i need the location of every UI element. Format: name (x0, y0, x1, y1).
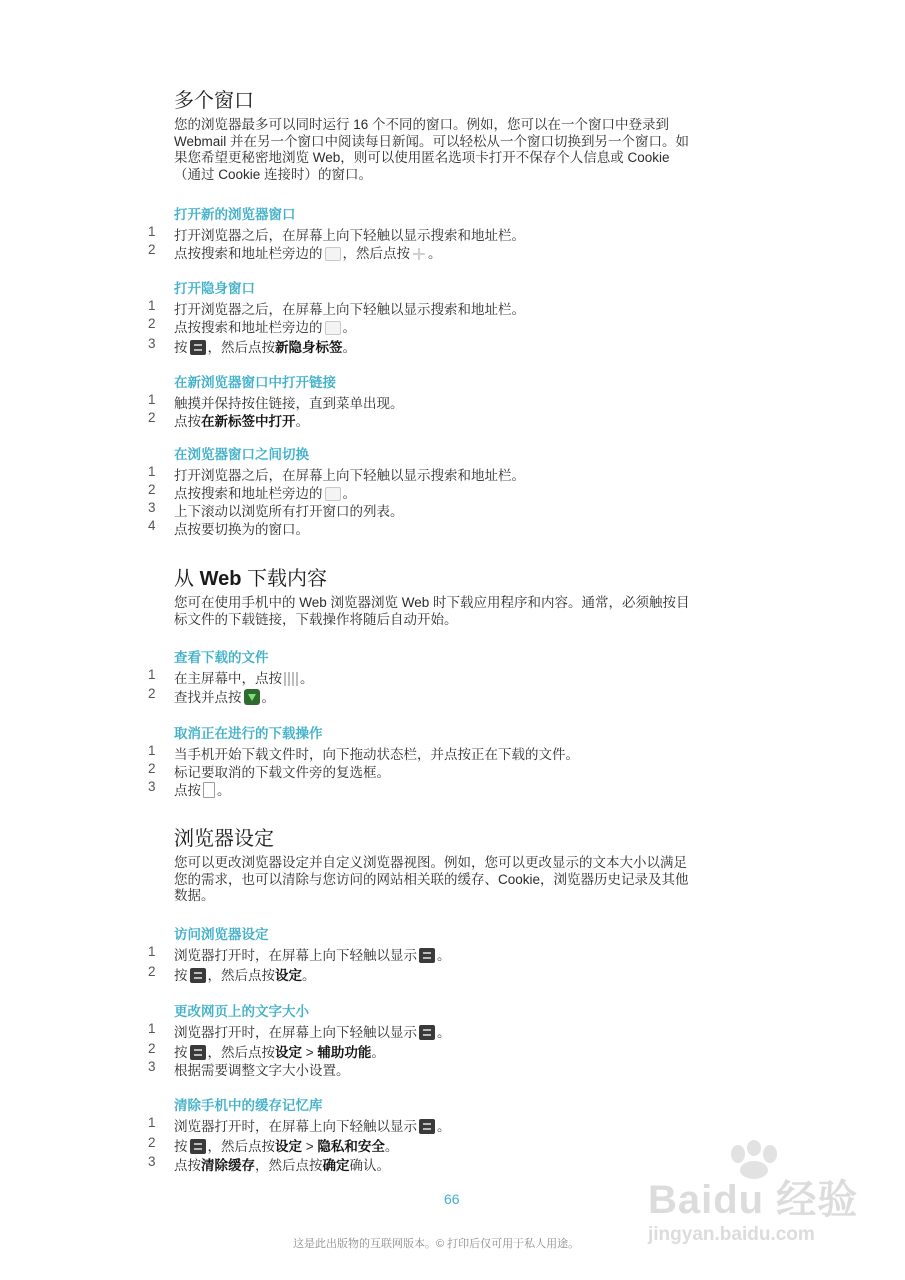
tabs-icon (325, 321, 341, 335)
subtitle-cancel-download: 取消正在进行的下载操作 (174, 726, 323, 741)
menu-icon (419, 948, 435, 963)
step: 4 点按要切换为的窗口。 (148, 518, 309, 537)
menu-icon (190, 968, 206, 983)
step: 3 按 ，然后点按新隐身标签。 (148, 336, 356, 355)
section-intro-browser-settings: 您可以更改浏览器设定并自定义浏览器视图。例如，您可以更改显示的文本大小以满足 您的需求，也可以清除与您访问的网站相关联的缓存、Cookie，浏览器历史记录及其他 数据。 (174, 855, 689, 903)
section-title-browser-settings: 浏览器设定 (174, 828, 274, 850)
step: 2 点按搜索和地址栏旁边的 ，然后点按 。 (148, 242, 442, 261)
step: 1 打开浏览器之后，在屏幕上向下轻触以显示搜索和地址栏。 (148, 298, 525, 317)
footer-note: 这是此出版物的互联网版本。© 打印后仅可用于私人用途。 (293, 1238, 580, 1250)
download-icon (244, 689, 260, 705)
step: 1 打开浏览器之后，在屏幕上向下轻触以显示搜索和地址栏。 (148, 224, 525, 243)
plus-icon (412, 247, 426, 261)
subtitle-view-downloads: 查看下载的文件 (174, 650, 269, 665)
subtitle-switch-windows: 在浏览器窗口之间切换 (174, 447, 309, 462)
subtitle-clear-cache: 清除手机中的缓存记忆库 (174, 1098, 323, 1113)
menu-icon (190, 1045, 206, 1060)
tabs-icon (325, 247, 341, 261)
step: 3 点按清除缓存，然后点按确定确认。 (148, 1154, 390, 1173)
section-title-download: 从 Web 下载内容 (174, 568, 327, 590)
subtitle-open-link-new-window: 在新浏览器窗口中打开链接 (174, 375, 336, 390)
step: 1 浏览器打开时，在屏幕上向下轻触以显示 。 (148, 1021, 451, 1040)
subtitle-access-settings: 访问浏览器设定 (174, 927, 269, 942)
step: 3 根据需要调整文字大小设置。 (148, 1059, 350, 1078)
step: 2 按 ，然后点按设定。 (148, 964, 316, 983)
section-intro-multiple-windows: 您的浏览器最多可以同时运行 16 个不同的窗口。例如，您可以在一个窗口中登录到 Webmail 并在另一个窗口中阅读每日新闻。可以轻松从一个窗口切换到另一个窗口。如 果您希望更秘密地浏览 Web，则可以使用匿名选项卡打开不保存个人信息或 Cookie （通过 Cookie 连接时）的窗口。 (174, 117, 690, 182)
section-intro-download: 您可在使用手机中的 Web 浏览器浏览 Web 时下载应用程序和内容。通常，必须触按目 标文件的下载链接，下载操作将随后自动开始。 (174, 595, 690, 627)
step: 1 浏览器打开时，在屏幕上向下轻触以显示 。 (148, 1115, 451, 1134)
step: 1 当手机开始下载文件时，向下拖动状态栏，并点按正在下载的文件。 (148, 743, 579, 762)
page-number: 66 (444, 1191, 460, 1207)
subtitle-open-incognito: 打开隐身窗口 (174, 281, 255, 296)
step: 2 按 ，然后点按设定 > 辅助功能。 (148, 1041, 385, 1060)
menu-icon (419, 1025, 435, 1040)
step: 1 在主屏幕中，点按 。 (148, 667, 314, 686)
step: 2 点按在新标签中打开。 (148, 410, 309, 429)
tabs-icon (325, 487, 341, 501)
step: 1 浏览器打开时，在屏幕上向下轻触以显示 。 (148, 944, 451, 963)
step: 3 上下滚动以浏览所有打开窗口的列表。 (148, 500, 404, 519)
step: 3 点按 。 (148, 779, 231, 798)
step: 2 点按搜索和地址栏旁边的 。 (148, 316, 356, 335)
watermark-logo: Baidu 经验 (648, 1178, 859, 1222)
step: 2 标记要取消的下载文件旁的复选框。 (148, 761, 390, 780)
watermark-url: jingyan.baidu.com (648, 1224, 815, 1245)
step: 1 打开浏览器之后，在屏幕上向下轻触以显示搜索和地址栏。 (148, 464, 525, 483)
section-title-multiple-windows: 多个窗口 (174, 90, 254, 112)
subtitle-open-new-window: 打开新的浏览器窗口 (174, 207, 296, 222)
trash-icon (203, 782, 215, 798)
step: 1 触摸并保持按住链接，直到菜单出现。 (148, 392, 404, 411)
app-grid-icon (284, 672, 298, 686)
step: 2 查找并点按 。 (148, 686, 275, 705)
baidu-watermark (640, 1138, 860, 1278)
menu-icon (190, 1139, 206, 1154)
menu-icon (419, 1119, 435, 1134)
subtitle-change-text-size: 更改网页上的文字大小 (174, 1004, 309, 1019)
menu-icon (190, 340, 206, 355)
step: 2 按 ，然后点按设定 > 隐私和安全。 (148, 1135, 399, 1154)
step: 2 点按搜索和地址栏旁边的 。 (148, 482, 356, 501)
